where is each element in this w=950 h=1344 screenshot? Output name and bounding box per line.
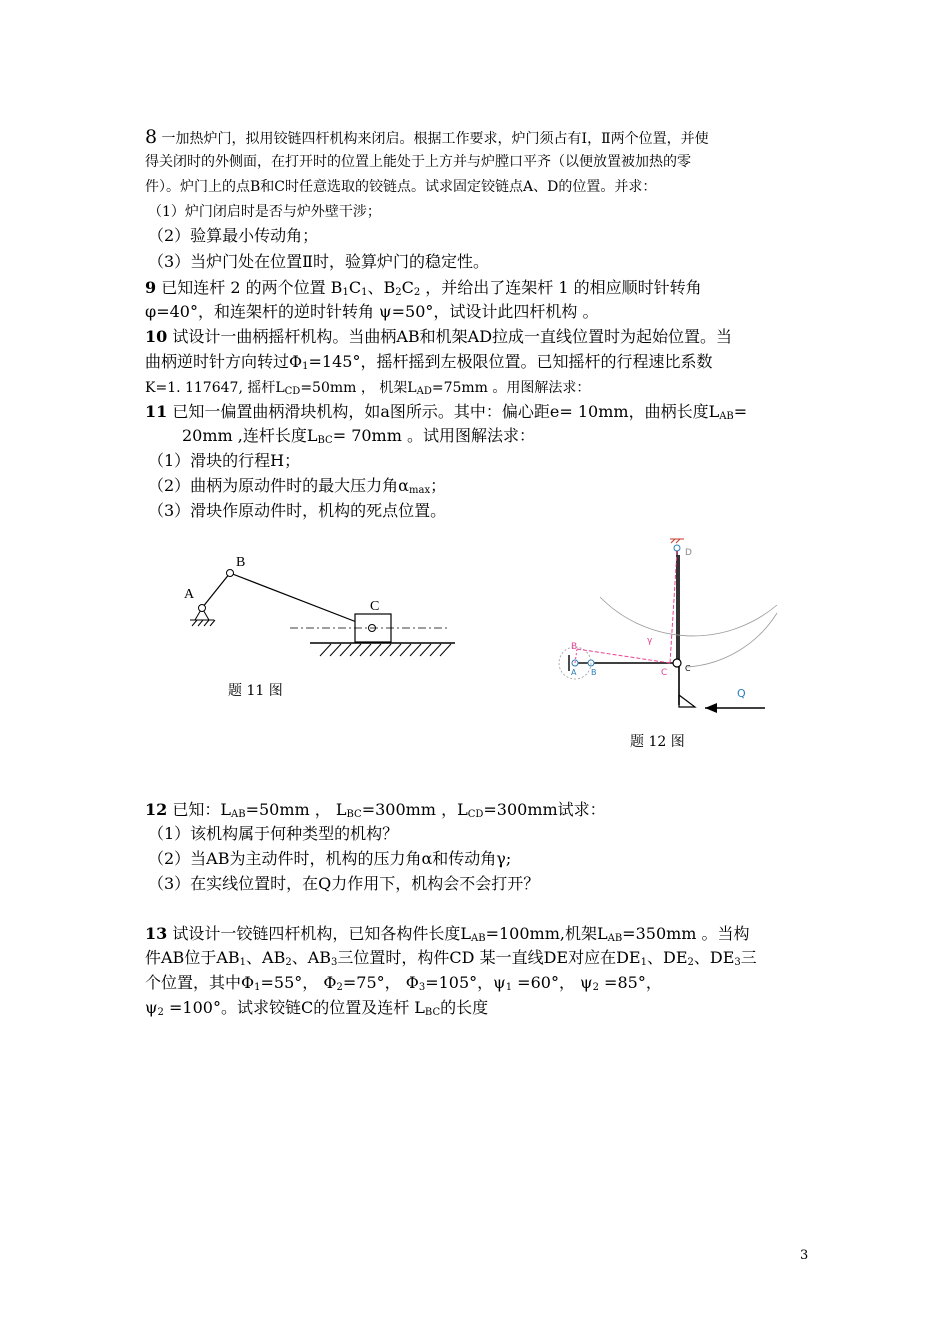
problem-13-line-1: 13 试设计一铰链四杆机构，已知各构件长度$L_{AB}=100mm$,机架$L_{AB}=350mm$ 。当构	[145, 924, 750, 944]
arc-upper	[600, 597, 777, 636]
problem-9-line-2: φ=40°，和连架杆的逆时针转角 ψ=50°，试设计此四杆机构 。	[145, 302, 599, 321]
arc-lower	[687, 613, 777, 667]
problem-11-line-1: 11 已知一偏置曲柄滑块机构，如a图所示。其中：偏心距e= 10mm，曲柄长度$L_{AB}=$	[145, 402, 748, 422]
ground-support-d	[670, 539, 684, 543]
figure-12-caption: 题 12 图	[630, 734, 685, 750]
figure-11-slider-crank	[180, 540, 470, 660]
door-foot	[679, 695, 695, 707]
label-c1: C	[661, 668, 668, 678]
problem-10-line-2: 曲柄逆时针方向转过$\Phi_1=145^\circ$，摇杆摇到左极限位置。已知摇杆的行程速比系数	[145, 352, 713, 372]
problem-11-question-2: （2）曲柄为原动件时的最大压力角$\alpha_{max}$；	[148, 476, 447, 496]
rocker-alt-position	[670, 551, 677, 663]
label-q: Q	[737, 687, 746, 700]
label-c: C	[370, 599, 380, 614]
problem-8-line-2: 得关闭时的外侧面，在打开时的位置上能处于上方并与炉膛口平齐（以便放置被加热的零	[145, 154, 691, 170]
ground-guide	[310, 643, 455, 656]
crank-ab	[202, 573, 230, 608]
problem-9-number: 9	[145, 278, 157, 297]
label-a: A	[571, 668, 577, 677]
force-q-arrowhead	[705, 703, 717, 713]
label-b: B	[591, 668, 597, 677]
joint-d	[674, 545, 680, 551]
joint-a	[199, 605, 206, 612]
label-c: C	[685, 664, 691, 673]
label-b: B	[236, 555, 246, 570]
problem-12-number: 12	[145, 800, 168, 819]
label-b1: B	[571, 642, 578, 652]
problem-11-number: 11	[145, 402, 168, 421]
label-gamma: γ	[647, 636, 653, 646]
problem-13-number: 13	[145, 924, 168, 943]
problem-9-line-1: 9 已知连杆 2 的两个位置 $B_1C_1$、$B_2C_2$ ，并给出了连架杆 1 的相应顺时针转角	[145, 278, 702, 298]
figure-11-caption: 题 11 图	[228, 683, 283, 699]
problem-11-question-1: （1）滑块的行程H；	[148, 451, 301, 470]
problem-10-line-3: K=1. 117647, 摇杆$L_{CD}=50mm$ ， 机架$L_{AD}=75mm$ 。用图解法求：	[145, 380, 591, 397]
label-d: D	[685, 548, 692, 558]
problem-8-line-1: 8 一加热炉门，拟用铰链四杆机构来闭启。根据工作要求，炉门须占有Ⅰ，Ⅱ两个位置，并使	[145, 126, 709, 148]
problem-13-line-2: 件AB位于$AB_1$、$AB_2$、$AB_3$三位置时，构件CD 某一直线DE对应在$DE_1$、$DE_2$、$DE_3$三	[145, 948, 757, 968]
problem-13-line-3: 个位置，其中$\Phi_1=55^\circ$， $\Phi_2=75^\circ$， $\Phi_3=105^\circ$，$\psi_1 =60^\circ$， $\psi_2 =85^\circ$，	[145, 973, 662, 993]
label-a: A	[184, 587, 195, 602]
problem-12-line-1: 12 已知：$L_{AB}=50mm$ ， $L_{BC}=300mm$ ，$L_{CD}=300mm$试求：	[145, 800, 606, 820]
coupler-bc	[230, 573, 372, 628]
problem-13-line-4: $\psi_2 =100^\circ$。试求铰链C的位置及连杆 $L_{BC}$的长度	[145, 998, 489, 1018]
problem-11-question-3: （3）滑块作原动件时，机构的死点位置。	[148, 501, 447, 520]
problem-12-question-2: （2）当AB为主动件时，机构的压力角α和传动角γ;	[148, 849, 512, 868]
problem-12-question-1: （1）该机构属于何种类型的机构？	[148, 824, 399, 843]
problem-8-number: 8	[145, 126, 158, 148]
problem-8-question-2: （2）验算最小传动角；	[148, 226, 319, 245]
problem-8-question-1: （1）炉门闭启时是否与炉外壁干涉；	[148, 204, 381, 220]
problem-11-line-2: 20mm ,连杆长度$L_{BC}= 70mm$ 。试用图解法求：	[182, 426, 535, 446]
joint-c	[673, 659, 681, 667]
joint-b	[227, 570, 234, 577]
problem-10-number: 10	[145, 327, 168, 346]
figure-12-mechanism	[555, 535, 790, 720]
problem-8-line-3: 件）。炉门上的点B和C时任意选取的铰链点。试求固定铰链点A、D的位置。并求：	[145, 179, 657, 195]
page-number: 3	[800, 1248, 809, 1263]
problem-12-question-3: （3）在实线位置时，在Q力作用下，机构会不会打开？	[148, 874, 540, 893]
problem-8-question-3: （3）当炉门处在位置Ⅱ时，验算炉门的稳定性。	[148, 252, 490, 271]
problem-10-line-1: 10 试设计一曲柄摇杆机构。当曲柄AB和机架AD拉成一直线位置时为起始位置。当	[145, 327, 733, 346]
